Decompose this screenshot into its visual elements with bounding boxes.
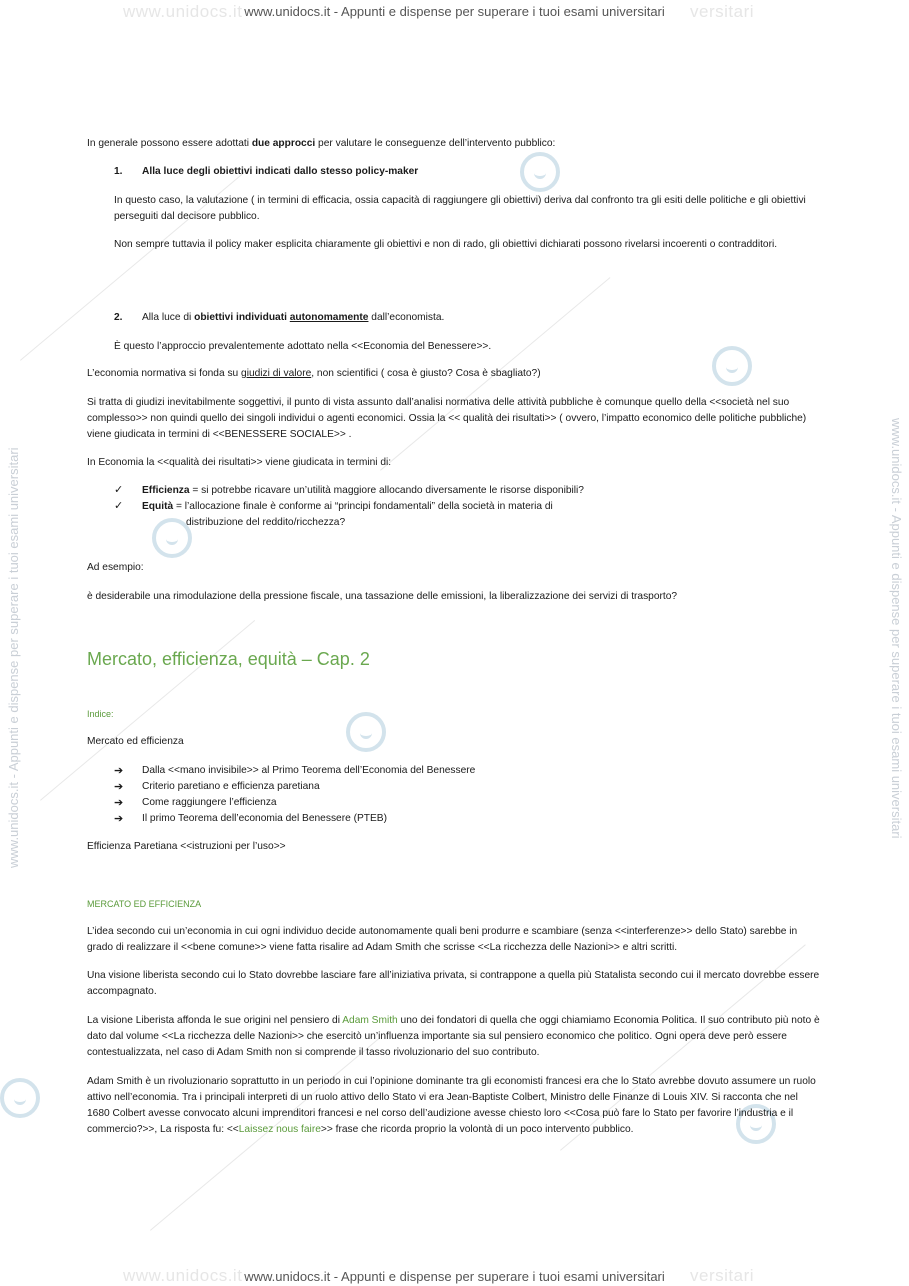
watermark-logo-icon bbox=[712, 346, 752, 386]
checkmark-icon: ✓ bbox=[114, 500, 124, 512]
text: >> frase che ricorda proprio la volontà di un poco intervento pubblico. bbox=[320, 1124, 634, 1135]
market-paragraph bbox=[87, 1013, 822, 1061]
bold-text: due approcci bbox=[251, 138, 316, 149]
chapter-title: Mercato, efficienza, equità – Cap. 2 bbox=[87, 649, 370, 669]
arrow-icon: ➔ bbox=[114, 813, 124, 825]
example-text: è desiderabile una rimodulazione della pressione fiscale, una tassazione delle emissioni, la liberalizzazione dei servizi di trasporto? bbox=[87, 591, 678, 602]
example-label: Ad esempio: bbox=[87, 562, 144, 573]
approach-2-paragraph: È questo l’approccio prevalentemente adottato nella <<Economia del Benessere>>. bbox=[114, 341, 492, 352]
approach-1-paragraph: In questo caso, la valutazione ( in termini di efficacia, ossia capacità di raggiungere gli obiettivi) deriva dal confronto tra gli esiti delle politiche e gli obiettivi perseguiti dal decisore pubblico. bbox=[114, 195, 806, 222]
watermark-logo-icon bbox=[0, 1078, 40, 1118]
watermark-ghost-top-right: versitari bbox=[690, 2, 755, 21]
watermark-footer: www.unidocs.it - Appunti e dispense per superare i tuoi esami universitari bbox=[244, 1269, 665, 1284]
watermark-logo-icon bbox=[346, 712, 386, 752]
checklist-item bbox=[142, 499, 553, 515]
approach-1-title: Alla luce degli obiettivi indicati dallo stesso policy-maker bbox=[142, 166, 419, 177]
index-section: Efficienza Paretiana <<istruzioni per l’uso>> bbox=[87, 841, 286, 852]
market-paragraph bbox=[87, 1074, 822, 1138]
text: dall’economista. bbox=[368, 312, 445, 323]
text: In generale possono essere adottati bbox=[87, 138, 252, 149]
highlighted-quote: Laissez nous faire bbox=[238, 1124, 321, 1135]
watermark-header: www.unidocs.it - Appunti e dispense per superare i tuoi esami universitari bbox=[244, 4, 665, 19]
index-item: Dalla <<mano invisibile>> al Primo Teorema dell’Economia del Benessere bbox=[142, 765, 476, 776]
checklist-item-continuation: distribuzione del reddito/ricchezza? bbox=[186, 517, 346, 528]
watermark-ghost-top-left: www.unidocs.it bbox=[123, 2, 243, 21]
checkmark-icon: ✓ bbox=[114, 484, 124, 496]
list-number: 2. bbox=[114, 312, 123, 323]
highlighted-name: Adam Smith bbox=[342, 1015, 398, 1026]
index-item: Come raggiungere l’efficienza bbox=[142, 797, 277, 808]
section-heading: MERCATO ED EFFICIENZA bbox=[87, 899, 202, 909]
text: Adam Smith è un rivoluzionario soprattutto in un periodo in cui l’opinione dominante tra gli economisti francesi era che lo Stato avrebbe dovuto assumere un ruolo attivo nell’economia. Tra i principali interpreti di un ruolo attivo dello Stato vi era Jean-Baptiste Colbert, Ministro delle Finanze di Louis XIV. Si racconta che nel 1680 Colbert avesse convocato alcuni imprenditori francesi e nel corso dell’audizione avesse chiesto loro <<Cosa può fare lo Stato per favorire l’industria e il commercio?>>, La risposta fu: << bbox=[87, 1076, 816, 1135]
list-number: 1. bbox=[114, 166, 123, 177]
approach-1-paragraph: Non sempre tuttavia il policy maker esplicita chiaramente gli obiettivi e non di rado, gli obiettivi dichiarati possono rivelarsi incoerenti o contradditori. bbox=[114, 239, 778, 250]
watermark-side-right: www.unidocs.it - Appunti e dispense per superare i tuoi esami universitari bbox=[889, 418, 904, 839]
text: , non scientifici ( cosa è giusto? Cosa è sbagliato?) bbox=[311, 368, 541, 379]
text: uno dei fondatori di quella che oggi chiamiamo Economia Politica. Il suo contributo più noto è dato dal volume <<La ricchezza delle Nazioni>> che esercitò un’influenza importante sia sul pensiero economico che politico. Ogni opera deve però essere contestualizzata, nel caso di Adam Smith non si comprende il tasso rivoluzionario del suo contributo. bbox=[87, 1015, 820, 1058]
normative-paragraph: Si tratta di giudizi inevitabilmente soggettivi, il punto di vista assunto dall’analisi normativa delle attività pubbliche è comunque quello della <<società nel suo complesso>> non quindi quello dei singoli individui o agenti economici. Ossia la << qualità dei risultati>> ( ovvero, l’impatto economico delle politiche pubbliche) viene giudicata in termini di <<BENESSERE SOCIALE>> . bbox=[87, 397, 807, 440]
text: Alla luce di bbox=[142, 312, 195, 323]
watermark-ghost-bottom-left: www.unidocs.it bbox=[123, 1266, 243, 1285]
index-item: Il primo Teorema dell’economia del Benessere (PTEB) bbox=[142, 813, 387, 824]
bold-text: obiettivi individuati bbox=[194, 312, 290, 323]
index-label: Indice: bbox=[87, 709, 114, 719]
bold-text: Efficienza bbox=[142, 485, 190, 496]
text: La visione Liberista affonda le sue origini nel pensiero di bbox=[87, 1015, 343, 1026]
text: L’economia normativa si fonda su bbox=[87, 368, 242, 379]
watermark-ghost-bottom-right: versitari bbox=[690, 1266, 755, 1285]
text: per valutare le conseguenze dell’intervento pubblico: bbox=[315, 138, 556, 149]
index-section: Mercato ed efficienza bbox=[87, 736, 184, 747]
market-paragraph: Una visione liberista secondo cui lo Stato dovrebbe lasciare fare all’iniziativa privata, si contrappone a quella più Statalista secondo cui il mercato dovrebbe essere accompagnato. bbox=[87, 970, 820, 997]
arrow-icon: ➔ bbox=[114, 797, 124, 809]
bold-text: Equità bbox=[142, 501, 174, 512]
market-paragraph: L’idea secondo cui un’economia in cui ogni individuo decide autonomamente quali beni produrre e scambiare (senza <<interferenze>> dello Stato) sarebbe in grado di realizzare il <<bene comune>> viene fatta risalire ad Adam Smith che scrisse <<La ricchezza delle Nazioni>> e altri scritti. bbox=[87, 926, 798, 953]
normative-paragraph: In Economia la <<qualità dei risultati>> viene giudicata in termini di: bbox=[87, 457, 392, 468]
watermark-side-left: www.unidocs.it - Appunti e dispense per superare i tuoi esami universitari bbox=[6, 447, 21, 868]
arrow-icon: ➔ bbox=[114, 781, 124, 793]
watermark-logo-icon bbox=[520, 152, 560, 192]
text: = l’allocazione finale è conforme ai “principi fondamentali” della società in materia di bbox=[173, 501, 553, 512]
underlined-text: autonomamente bbox=[289, 312, 369, 323]
underlined-text: giudizi di valore bbox=[241, 368, 312, 379]
index-item: Criterio paretiano e efficienza paretiana bbox=[142, 781, 320, 792]
approach-2-title bbox=[142, 310, 444, 326]
checklist-item bbox=[142, 483, 584, 499]
normative-paragraph bbox=[87, 366, 541, 382]
text: = si potrebbe ricavare un’utilità maggiore allocando diversamente le risorse disponibili? bbox=[189, 485, 584, 496]
arrow-icon: ➔ bbox=[114, 765, 124, 777]
intro-paragraph bbox=[87, 136, 555, 152]
